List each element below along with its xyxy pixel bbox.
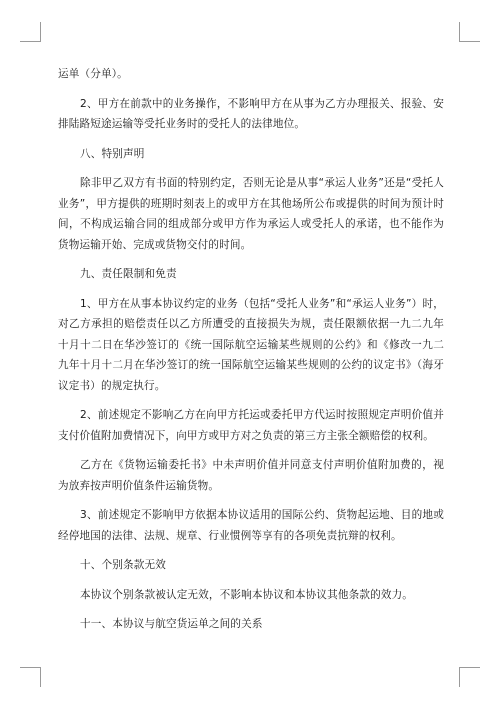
- document-page: [58, 64, 444, 635]
- paragraph-continuation: 运单（分单）。: [58, 68, 128, 80]
- paragraph-clause-7-2: 2、甲方在前款中的业务操作，不影响甲方在从事为乙方办理报关、报验、安排陆路短途运输等受托业务时的受托人的法律地位。: [58, 97, 444, 130]
- section-heading-11: 十一、本协议与航空货运单之间的关系: [80, 618, 263, 630]
- section-heading-9: 九、责任限制和免责: [80, 268, 177, 280]
- crop-mark-top-left-v: [40, 22, 41, 42]
- paragraph-clause-8: 除非甲乙双方有书面的特别约定，否则无论是从事“承运人业务”还是“受托人业务”，甲方提供的班期时刻表上的或甲方在其他场所公布或提供的时间为预计时间，不构成运输合同的组成部分或甲方作为承运人或受托人的承诺，也不能作为货物运输开始、完成或货物交付的时间。: [58, 177, 444, 251]
- crop-mark-bottom-right-v: [459, 667, 460, 687]
- paragraph-clause-9-2: 2、前述规定不影响乙方在向甲方托运或委托甲方代运时按照规定声明价值并支付价值附加费情况下，向甲方或甲方对之负责的第三方主张全额赔偿的权利。: [58, 409, 444, 442]
- paragraph-clause-9-3: 3、前述规定不影响甲方依据本协议适用的国际公约、货物起运地、目的地或经停地国的法律、法规、规章、行业惯例等享有的各项免责抗辩的权利。: [58, 509, 444, 542]
- crop-mark-bottom-left-v: [40, 667, 41, 687]
- crop-mark-top-left-h: [20, 41, 41, 42]
- crop-mark-top-right-h: [459, 41, 480, 42]
- crop-mark-bottom-left-h: [20, 667, 41, 668]
- crop-mark-bottom-right-h: [459, 667, 480, 668]
- section-heading-10: 十、个别条款无效: [80, 559, 166, 571]
- section-heading-8: 八、特别声明: [80, 147, 145, 160]
- paragraph-clause-10: 本协议个别条款被认定无效，不影响本协议和本协议其他条款的效力。: [80, 588, 414, 601]
- paragraph-clause-9-2-note: 乙方在《货物运输委托书》中未声明价值并同意支付声明价值附加费的，视为放弃按声明价值条件运输货物。: [58, 459, 444, 492]
- paragraph-clause-9-1: 1、甲方在从事本协议约定的业务（包括“受托人业务”和“承运人业务”）时，对乙方承担的赔偿责任以乙方所遭受的直接损失为规，责任限额依据一九二九年十月十二日在华沙签订的《统一国际航空运输某些规则的公约》和《修改一九二九年十月十二月在华沙签订的统一国际航空运输某些规则的公约的议定书》（海牙议定书）的规定执行。: [58, 297, 444, 392]
- crop-mark-top-right-v: [459, 22, 460, 42]
